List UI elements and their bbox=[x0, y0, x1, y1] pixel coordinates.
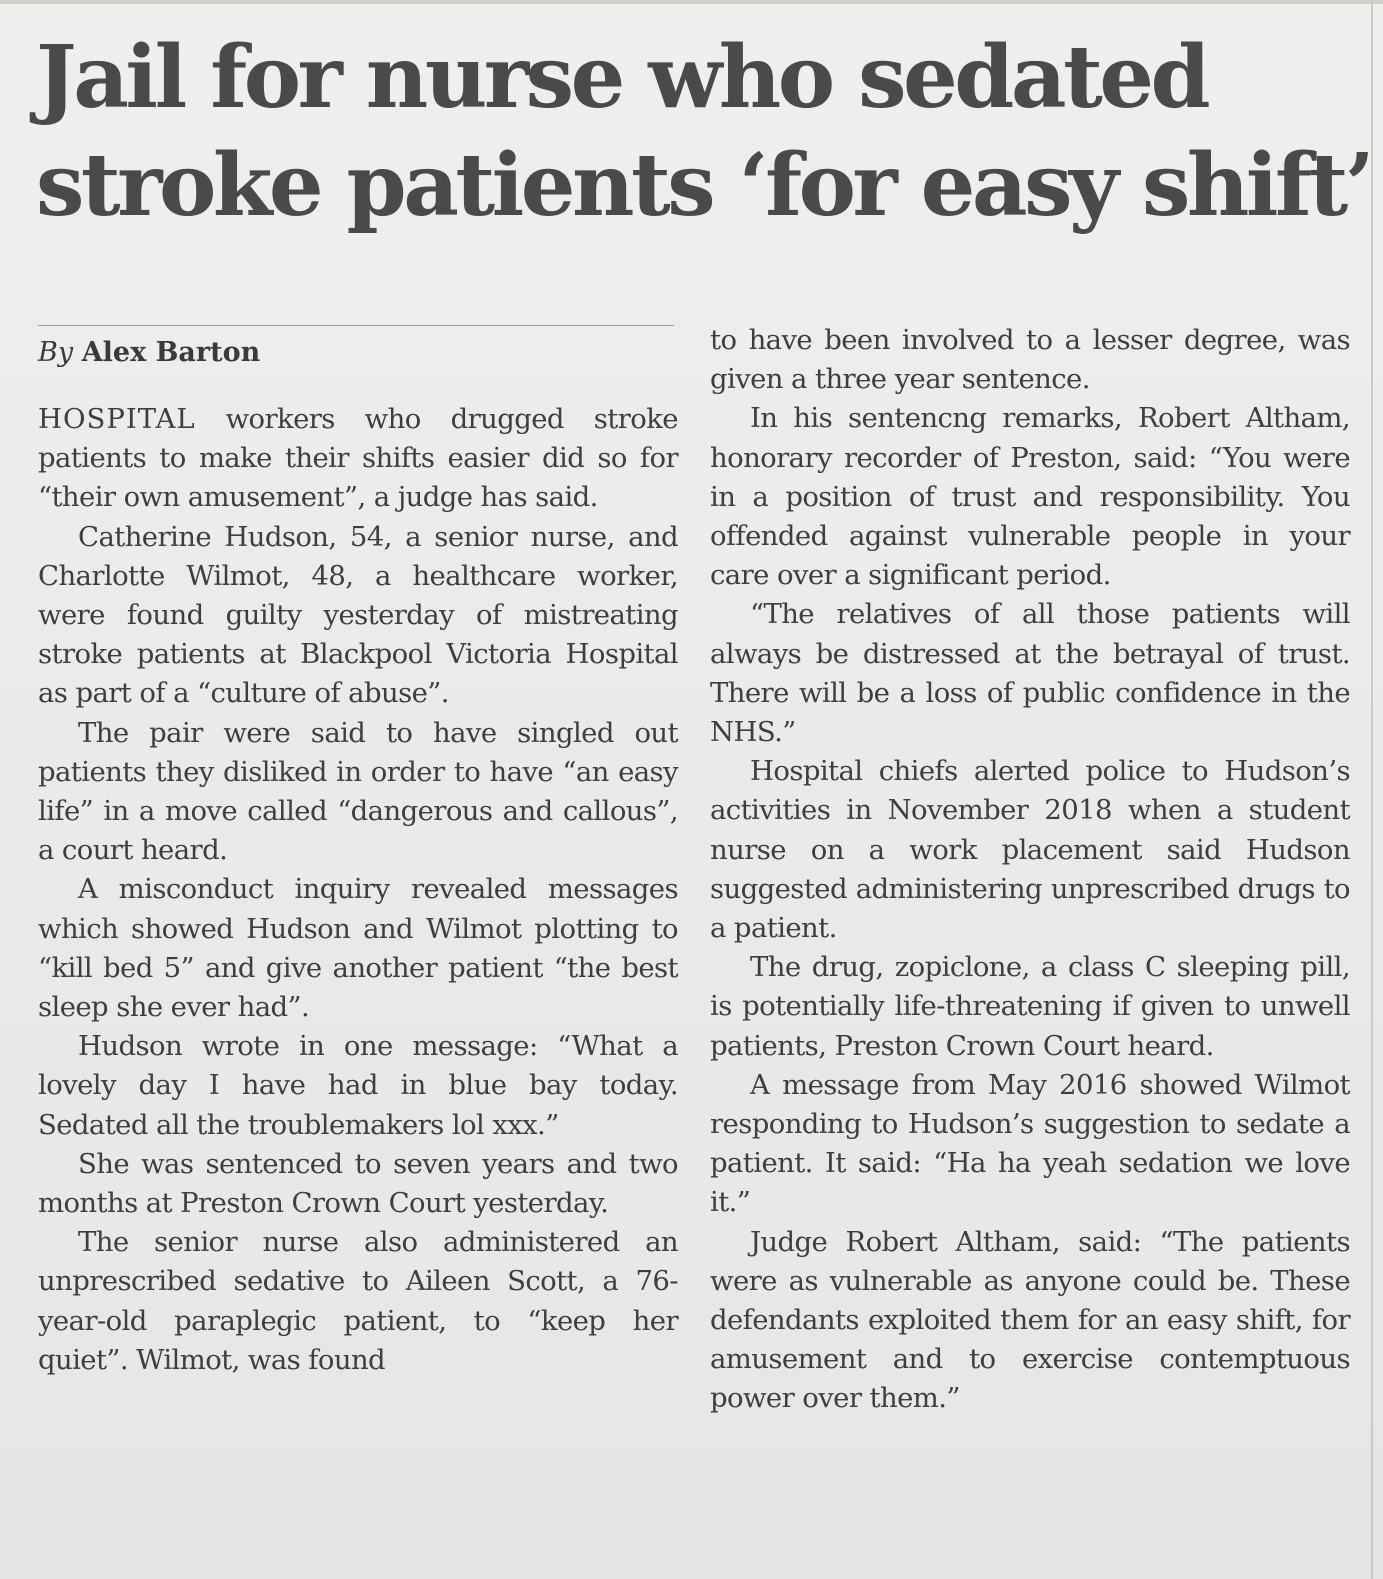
article-paragraph bbox=[38, 400, 678, 518]
article-column-right bbox=[710, 321, 1350, 1419]
right-border bbox=[1371, 0, 1373, 1579]
article-paragraph: The drug, zopiclone, a class C sleeping pill, is potentially life-threatening if given to unwell patients, Preston Crown Court heard. bbox=[710, 951, 1350, 1062]
article-paragraph: “The relatives of all those patients will always be distressed at the betrayal of trust. There will be a loss of public confidence in the NHS.” bbox=[710, 598, 1350, 749]
article-paragraph: to have been involved to a lesser degree, was given a three year sentence. bbox=[710, 324, 1350, 396]
lead-word: HOSPITAL bbox=[38, 403, 196, 435]
article-paragraph: The senior nurse also administered an unprescribed sedative to Aileen Scott, a 76-year-old paraplegic patient, to “keep her quiet”. Wilmot, was found bbox=[38, 1226, 678, 1376]
headline-line-1: Jail for nurse who sedated bbox=[36, 27, 1208, 128]
paragraph-text: workers who drugged stroke patients to make their shifts easier did so for “their own amusement”, a judge has said. bbox=[38, 403, 678, 514]
byline-prefix: By bbox=[38, 337, 74, 368]
article-paragraph: Hospital chiefs alerted police to Hudson’s activities in November 2018 when a student nurse on a work placement said Hudson suggested administering unprescribed drugs to a patient. bbox=[710, 755, 1350, 945]
article-column-left bbox=[38, 400, 678, 1380]
article-paragraph: In his sentencng remarks, Robert Altham, honorary recorder of Preston, said: “You were in a position of trust and responsibility. You offended against vulnerable people in your care over a significant period. bbox=[710, 402, 1350, 592]
byline bbox=[38, 333, 260, 373]
headline-line-2: stroke patients ‘for easy shift’ bbox=[36, 135, 1372, 236]
article-paragraph: She was sentenced to seven years and two months at Preston Crown Court yesterday. bbox=[38, 1147, 678, 1220]
article-paragraph: A misconduct inquiry revealed messages which showed Hudson and Wilmot plotting to “kill bed 5” and give another patient “the best sleep she ever had”. bbox=[38, 873, 678, 1024]
article-paragraph: A message from May 2016 showed Wilmot responding to Hudson’s suggestion to sedate a patient. It said: “Ha ha yeah sedation we love it.” bbox=[710, 1068, 1350, 1219]
article-paragraph: The pair were said to have singled out patients they disliked in order to have “an easy life” in a move called “dangerous and callous”, a court heard. bbox=[38, 716, 678, 867]
byline-divider bbox=[38, 325, 674, 326]
headline bbox=[36, 24, 1372, 240]
byline-author: Alex Barton bbox=[81, 337, 261, 368]
top-border bbox=[0, 0, 1383, 4]
article-paragraph: Hudson wrote in one message: “What a lovely day I have had in blue bay today. Sedated all the troublemakers lol xxx.” bbox=[38, 1030, 678, 1141]
article-paragraph: Judge Robert Altham, said: “The patients were as vulnerable as anyone could be. These defendants exploited them for an easy shift, for amusement and to exercise contemptuous power over them.” bbox=[710, 1225, 1350, 1415]
article-paragraph: Catherine Hudson, 54, a senior nurse, and Charlotte Wilmot, 48, a healthcare worker, were found guilty yesterday of mistreating stroke patients at Blackpool Victoria Hospital as part of a “culture of abuse”. bbox=[38, 520, 678, 710]
